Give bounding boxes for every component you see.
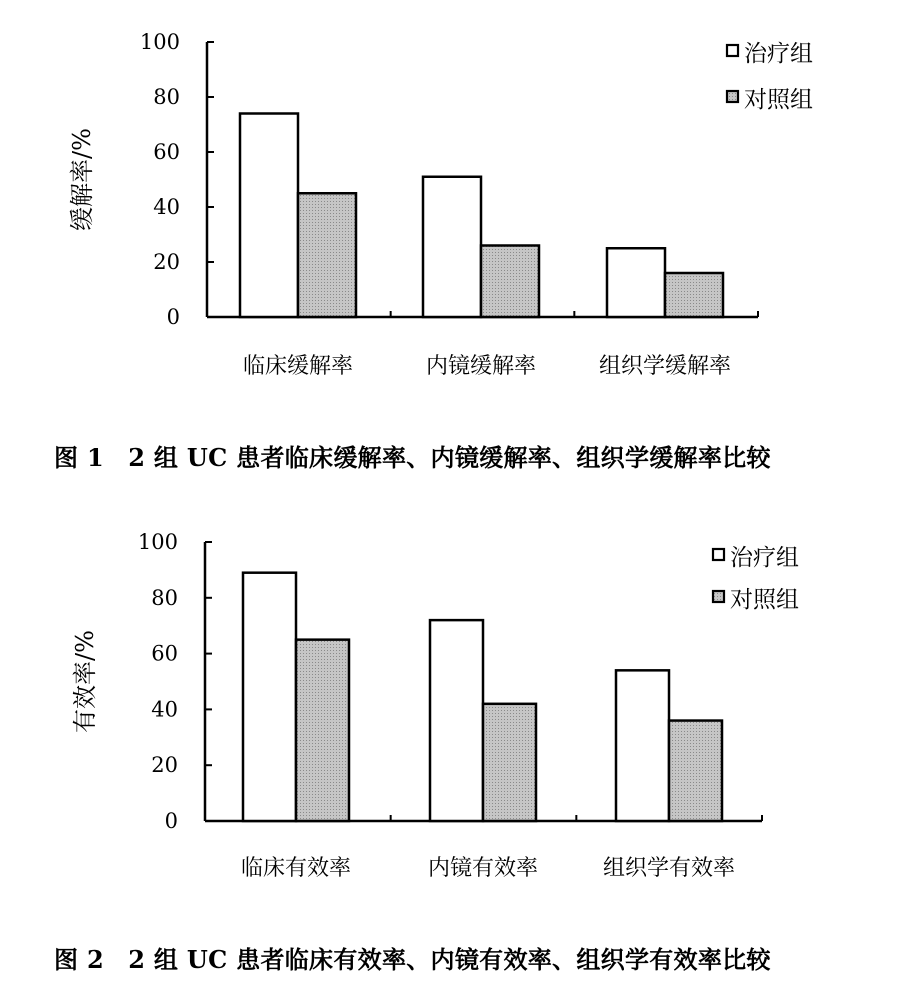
x-category-label: 临床缓解率 (242, 354, 354, 379)
bar-treatment-3 (607, 248, 665, 317)
y-axis-label: 缓解率/% (68, 128, 96, 231)
bar-control-1 (298, 193, 356, 317)
bar-control-2 (483, 704, 536, 821)
y-tick-label: 60 (153, 140, 180, 164)
figure-1-caption: 图 1 2 组 UC 患者临床缓解率、内镜缓解率、组织学缓解率比较 (54, 443, 771, 472)
x-category-label: 内镜有效率 (427, 856, 539, 881)
y-tick-label: 0 (164, 809, 178, 833)
legend-label-control: 对照组 (744, 87, 813, 113)
figure-2-caption: 图 2 2 组 UC 患者临床有效率、内镜有效率、组织学有效率比较 (54, 945, 771, 974)
bar-treatment-1 (240, 114, 298, 318)
legend-label-control: 对照组 (730, 587, 799, 613)
bar-chart-1 (0, 0, 915, 430)
figure-1 (0, 0, 915, 490)
bar-control-1 (296, 640, 349, 821)
bar-chart-2 (0, 500, 915, 930)
y-tick-label: 80 (153, 85, 180, 109)
legend-swatch-control (727, 91, 738, 102)
legend-swatch-control (713, 591, 724, 602)
bar-treatment-1 (243, 573, 296, 821)
y-tick-label: 80 (151, 585, 178, 610)
bar-control-2 (481, 246, 539, 318)
y-tick-label: 100 (137, 530, 178, 554)
x-category-label: 内镜缓解率 (425, 354, 537, 379)
bar-treatment-2 (423, 177, 481, 317)
bar-control-3 (665, 273, 723, 317)
y-tick-label: 40 (151, 697, 178, 722)
legend-label-treatment: 治疗组 (744, 41, 813, 67)
y-tick-label: 60 (151, 641, 178, 666)
bar-treatment-2 (430, 620, 483, 821)
y-tick-label: 100 (139, 30, 180, 54)
x-category-label: 临床有效率 (240, 856, 352, 881)
bar-control-3 (669, 721, 722, 821)
legend-label-treatment: 治疗组 (730, 545, 799, 571)
y-tick-label: 20 (151, 753, 178, 778)
x-category-label: 组织学有效率 (602, 856, 736, 881)
y-tick-label: 40 (153, 195, 180, 219)
legend-swatch-treatment (727, 45, 738, 56)
y-tick-label: 0 (166, 305, 180, 329)
y-tick-label: 20 (153, 250, 180, 274)
figure-2 (0, 500, 915, 991)
x-category-label: 组织学缓解率 (598, 354, 732, 379)
bar-treatment-3 (616, 670, 669, 821)
legend-swatch-treatment (713, 549, 724, 560)
y-axis-label: 有效率/% (71, 630, 99, 733)
